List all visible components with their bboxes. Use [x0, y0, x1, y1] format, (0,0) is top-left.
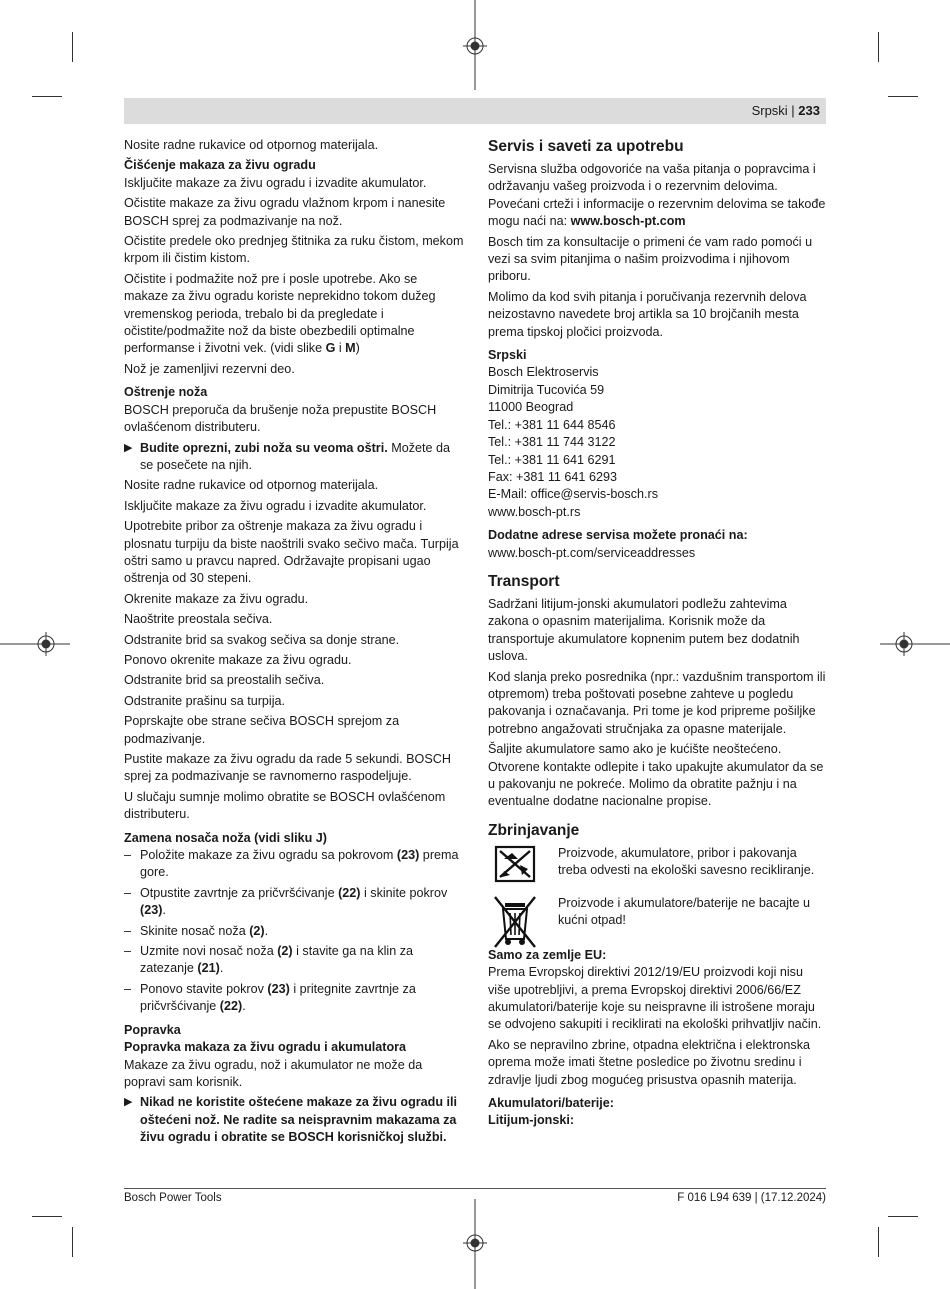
- crop-mark: [878, 1227, 879, 1257]
- disposal-row: [488, 895, 828, 941]
- text-span: .: [162, 903, 166, 918]
- warning-bold: Nikad ne koristite oštećene makaze za živu ogradu ili oštećeni nož. Ne radite sa neispravnim makazama za živu ogradu i obratite se BOSCH korisničkoj službi.: [140, 1095, 458, 1145]
- more-addresses-link[interactable]: www.bosch-pt.com/serviceaddresses: [488, 545, 696, 560]
- paragraph: Makaze za živu ogradu, nož i akumulator ne može da popravi sam korisnik.: [124, 1057, 423, 1089]
- paragraph: Prema Evropskoj direktivi 2012/19/EU proizvodi koji nisu više upotrebljivi, a prema Evropskoj direktivi 2006/66/EZ akumulatori/baterije koje su neispravne ili istrošene moraju se odvojeno sakupiti i reciklirati na ekološki prihvatljiv način.: [488, 965, 822, 1032]
- part-ref: (23): [267, 981, 290, 996]
- paragraph: Odstranite brid sa preostalih sečiva.: [124, 673, 325, 688]
- text-span: i stavite ga na klin za zatezanje: [140, 944, 414, 976]
- cleaning-heading: Čišćenje makaza za živu ogradu: [124, 158, 316, 173]
- paragraph: Molimo da kod svih pitanja i poručivanja rezervnih delova neizostavno navedete broj artikla sa 10 brojčanih mesta prema tipskoj pločici proizvoda.: [488, 289, 807, 339]
- crop-mark: [888, 96, 918, 97]
- address-line: Dimitrija Tucovića 59: [488, 382, 605, 397]
- list-item: [124, 923, 464, 940]
- part-ref: (21): [197, 961, 220, 976]
- address-line: www.bosch-pt.rs: [488, 504, 581, 519]
- paragraph: Ponovo okrenite makaze za živu ogradu.: [124, 652, 352, 667]
- eu-heading: Samo za zemlje EU:: [488, 947, 607, 962]
- part-ref: (22): [219, 999, 243, 1014]
- text-span: i skinite pokrov: [360, 885, 448, 900]
- part-ref: (2): [249, 923, 265, 938]
- paragraph: Okrenite makaze za živu ogradu.: [124, 591, 309, 606]
- text-span: .: [264, 923, 269, 938]
- service-link[interactable]: www.bosch-pt.com: [570, 214, 686, 229]
- list-item: [124, 943, 464, 978]
- warning-bold: Budite oprezni, zubi noža su veoma oštri.: [140, 440, 388, 455]
- paragraph: Odstranite prašinu sa turpija.: [124, 693, 286, 708]
- dash-bullet: –: [124, 981, 132, 996]
- address-line: E-Mail: office@servis-bosch.rs: [488, 487, 659, 502]
- dash-bullet: –: [124, 848, 132, 863]
- header-label: Srpski | 233: [751, 103, 820, 118]
- text-span: Ponovo stavite pokrov: [140, 981, 268, 996]
- crop-mark: [878, 32, 879, 62]
- right-column: [488, 137, 828, 1130]
- batteries-heading: Akumulatori/baterije:: [488, 1096, 614, 1111]
- repair-heading: Popravka: [124, 1022, 181, 1037]
- paragraph: Nož je zamenljivi rezervni deo.: [124, 361, 295, 376]
- address-line: Tel.: +381 11 641 6291: [488, 452, 616, 467]
- paragraph: Bosch tim za konsultacije o primeni će vam rado pomoći u vezi sa svim pitanjima o našim proizvodima i njihovom priboru.: [488, 234, 813, 284]
- text-span: i: [335, 341, 346, 356]
- paragraph: Kod slanja preko posrednika (npr.: vazdušnim transportom ili otpremom) treba poštovati posebne zahteve u pogledu pakovanja i označavanja. Pri tome je kod pripreme pošiljke potrebno angažovati stručnjaka za opasne materijale.: [488, 669, 826, 736]
- list-item: [124, 847, 464, 882]
- text-span: i pritegnite zavrtnje za pričvršćivanje: [140, 981, 416, 1014]
- disposal-text: Proizvode, akumulatore, pribor i pakovanja treba odvesti na ekološki savesno recikliranje.: [558, 845, 815, 878]
- registration-mark-icon: [880, 624, 950, 664]
- warning-item: [124, 1094, 464, 1146]
- crop-mark: [32, 96, 62, 97]
- registration-mark-icon: [455, 1199, 495, 1289]
- part-ref: (23): [396, 848, 420, 863]
- recycle-icon: [488, 845, 542, 891]
- text-span: Servisna služba odgovoriće na vaša pitanja o popravcima i održavanju vašeg proizvoda i o rezervnim delovima. Povećani crteži i informacije o rezervnim delovima se takođe mogu naći na:: [488, 162, 826, 229]
- disposal-row: [488, 845, 828, 891]
- text-span: Otpustite zavrtnje za pričvršćivanje: [140, 885, 339, 900]
- address-line: Tel.: +381 11 744 3122: [488, 435, 616, 450]
- dash-bullet: –: [124, 923, 132, 938]
- paragraph: Šaljite akumulatore samo ako je kućište neoštećeno. Otvorene kontakte odlepite i tako upakujte akumulator da se u pakovanju ne pokreće. Molimo da obratite pažnju i na eventualne dodatne nacionalne propise.: [488, 742, 824, 809]
- footer-brand: Bosch Power Tools: [124, 1192, 222, 1204]
- paragraph: Ako se nepravilno zbrine, otpadna električna i elektronska oprema može imati štetne posledice po životnu sredinu i zdravlje ljudi zbog mogućeg prisustva opasnih materija.: [488, 1037, 811, 1087]
- repair-subheading: Popravka makaza za živu ogradu i akumulatora: [124, 1040, 407, 1055]
- text-span: .: [242, 999, 246, 1014]
- paragraph: Poprskajte obe strane sečiva BOSCH sprejom za podmazivanje.: [124, 714, 400, 746]
- warning-text: Možete da se posečete na njih.: [140, 440, 451, 472]
- text-span: Uzmite novi nosač noža: [140, 944, 278, 959]
- crop-mark: [72, 32, 73, 62]
- paragraph: Isključite makaze za živu ogradu i izvadite akumulator.: [124, 498, 427, 513]
- text-span: ): [355, 341, 360, 356]
- address-line: 11000 Beograd: [488, 400, 574, 415]
- left-column: [124, 137, 464, 1150]
- paragraph: Očistite predele oko prednjeg štitnika za ruku čistom, mekom krpom ili čistim kistom.: [124, 234, 464, 266]
- paragraph: Očistite makaze za živu ogradu vlažnom krpom i nanesite BOSCH sprej za podmazivanje na nož.: [124, 196, 446, 228]
- disposal-text: Proizvode i akumulatore/baterije ne bacajte u kućni otpad!: [558, 895, 811, 928]
- service-heading: Servis i saveti za upotrebu: [488, 138, 684, 155]
- paragraph: Odstranite brid sa svakog sečiva sa donje strane.: [124, 632, 400, 647]
- paragraph: [124, 271, 464, 358]
- more-addresses-heading: Dodatne adrese servisa možete pronaći na:: [488, 528, 748, 543]
- part-ref: (23): [140, 903, 163, 918]
- text-span: prema gore.: [140, 848, 459, 880]
- text-span: .: [219, 961, 224, 976]
- paragraph: BOSCH preporuča da brušenje noža prepustite BOSCH ovlašćenom distributeru.: [124, 402, 437, 435]
- paragraph: Nosite radne rukavice od otpornog materijala.: [124, 138, 379, 152]
- address-line: Bosch Elektroservis: [488, 365, 599, 380]
- registration-mark-icon: [455, 0, 495, 90]
- paragraph: U slučaju sumnje molimo obratite se BOSCH ovlašćenom distributeru.: [124, 789, 446, 822]
- text-span: Skinite nosač noža: [140, 923, 250, 938]
- paragraph: Pustite makaze za živu ogradu da rade 5 sekundi. BOSCH sprej za podmazivanje se ravnomerno raspodeljuje.: [124, 752, 451, 784]
- address-line: Fax: +381 11 641 6293: [488, 469, 617, 484]
- warning-item: [124, 440, 464, 475]
- part-ref: (2): [277, 944, 293, 959]
- transport-heading: Transport: [488, 572, 560, 590]
- footer-doc-id: F 016 L94 639 | (17.12.2024): [677, 1192, 826, 1204]
- dash-bullet: –: [124, 944, 132, 959]
- header-language: Srpski: [751, 103, 788, 118]
- text-span: Očistite i podmažite nož pre i posle upotrebe. Ako se makaze za živu ogradu koriste neprekidno tokom dužeg vremenskog perioda, trebalo bi da pregledate i očistite/podmažite nož da biste obezbedili optimalne performanse i životni vek. (vidi slike: [124, 271, 436, 356]
- crop-mark: [888, 1216, 918, 1217]
- page-header: [124, 98, 826, 124]
- paragraph: Isključite makaze za živu ogradu i izvadite akumulator.: [124, 175, 427, 190]
- text-span: Položite makaze za živu ogradu sa pokrovom: [140, 848, 397, 863]
- address-line: Tel.: +381 11 644 8546: [488, 417, 616, 432]
- figure-ref: G: [325, 341, 336, 356]
- sharpen-heading: Oštrenje noža: [124, 385, 208, 400]
- crop-mark: [32, 1216, 62, 1217]
- page-number: 233: [798, 103, 820, 118]
- triangle-bullet-icon: ▶: [124, 441, 133, 454]
- crossed-bin-icon: [488, 895, 542, 941]
- crop-mark: [72, 1227, 73, 1257]
- registration-mark-icon: [0, 624, 70, 664]
- service-address: [488, 364, 828, 521]
- part-ref: (22): [338, 885, 361, 900]
- paragraph: Upotrebite pribor za oštrenje makaza za živu ogradu i plosnatu turpiju da biste naoštrili svako sečivo mača. Turpija oštri samo u pravcu napred. Održavajte propisani ugao oštrenja od 30 stepeni.: [124, 519, 459, 586]
- paragraph: Naoštrite preostala sečiva.: [124, 612, 273, 627]
- list-item: [124, 981, 464, 1016]
- dash-bullet: –: [124, 885, 132, 900]
- disposal-heading: Zbrinjavanje: [488, 821, 580, 839]
- footer-divider: [124, 1188, 826, 1189]
- paragraph: Nosite radne rukavice od otpornog materijala.: [124, 478, 379, 493]
- paragraph: Sadržani litijum-jonski akumulatori podležu zahtevima zakona o opasnim materijalima. Korisnik može da transportuje akumulatore kopnenim putem bez dodatnih uslova.: [488, 596, 800, 664]
- triangle-bullet-icon: ▶: [124, 1096, 133, 1109]
- list-item: [124, 885, 464, 920]
- replace-heading: Zamena nosača noža (vidi sliku J): [124, 830, 327, 845]
- paragraph: [488, 161, 828, 231]
- lithium-heading: Litijum-jonski:: [488, 1113, 575, 1128]
- country-heading: Srpski: [488, 348, 527, 363]
- figure-ref: M: [345, 341, 356, 356]
